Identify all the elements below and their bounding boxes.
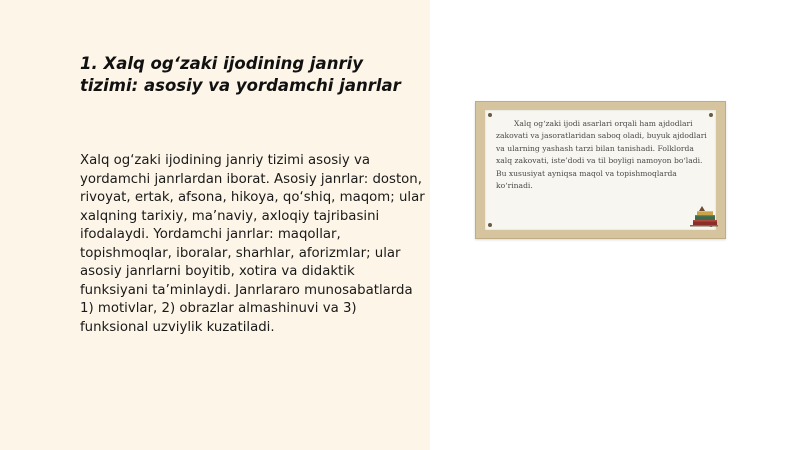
note-card-paper: [485, 110, 716, 230]
note-card-frame: [475, 101, 726, 239]
slide-title: 1. Xalq og‘zaki ijodining janriy tizimi: asosiy va yordamchi janrlar: [80, 54, 401, 95]
pin-icon: [709, 113, 713, 117]
pin-icon: [488, 223, 492, 227]
books-icon: [689, 205, 719, 227]
note-card-text: Xalq og‘zaki ijodi asarlari orqali ham ajdodlari zakovati va jasoratlaridan saboq oladi, buyuk ajdodlari va ularning yashash tarzi bilan tanishadi. Folklorda xalq zakovati, iste’dodi va til boyligi namoyon bo‘ladi. Bu xususiyat ayniqsa maqol va topishmoqlarda ko‘rinadi.: [496, 119, 707, 191]
pin-icon: [488, 113, 492, 117]
slide-body-text: Xalq og‘zaki ijodining janriy tizimi asosiy va yordamchi janrlardan iborat. Asosiy janrlar: doston, rivoyat, ertak, afsona, hikoya, qo‘shiq, maqom; ular xalqning tarixiy, ma’naviy, axloqiy tajribasini ifodalaydi. Yordamchi janrlar: maqollar, topishmoqlar, iboralar, sharhlar, aforizmlar; ular asosiy janrlarni boyitib, xotira va didaktik funksiyani ta’minlaydi. Janrlararo munosabatlarda 1) motivlar, 2) obrazlar almashinuvi va 3) funksional uzviylik kuzatiladi.: [80, 153, 425, 335]
